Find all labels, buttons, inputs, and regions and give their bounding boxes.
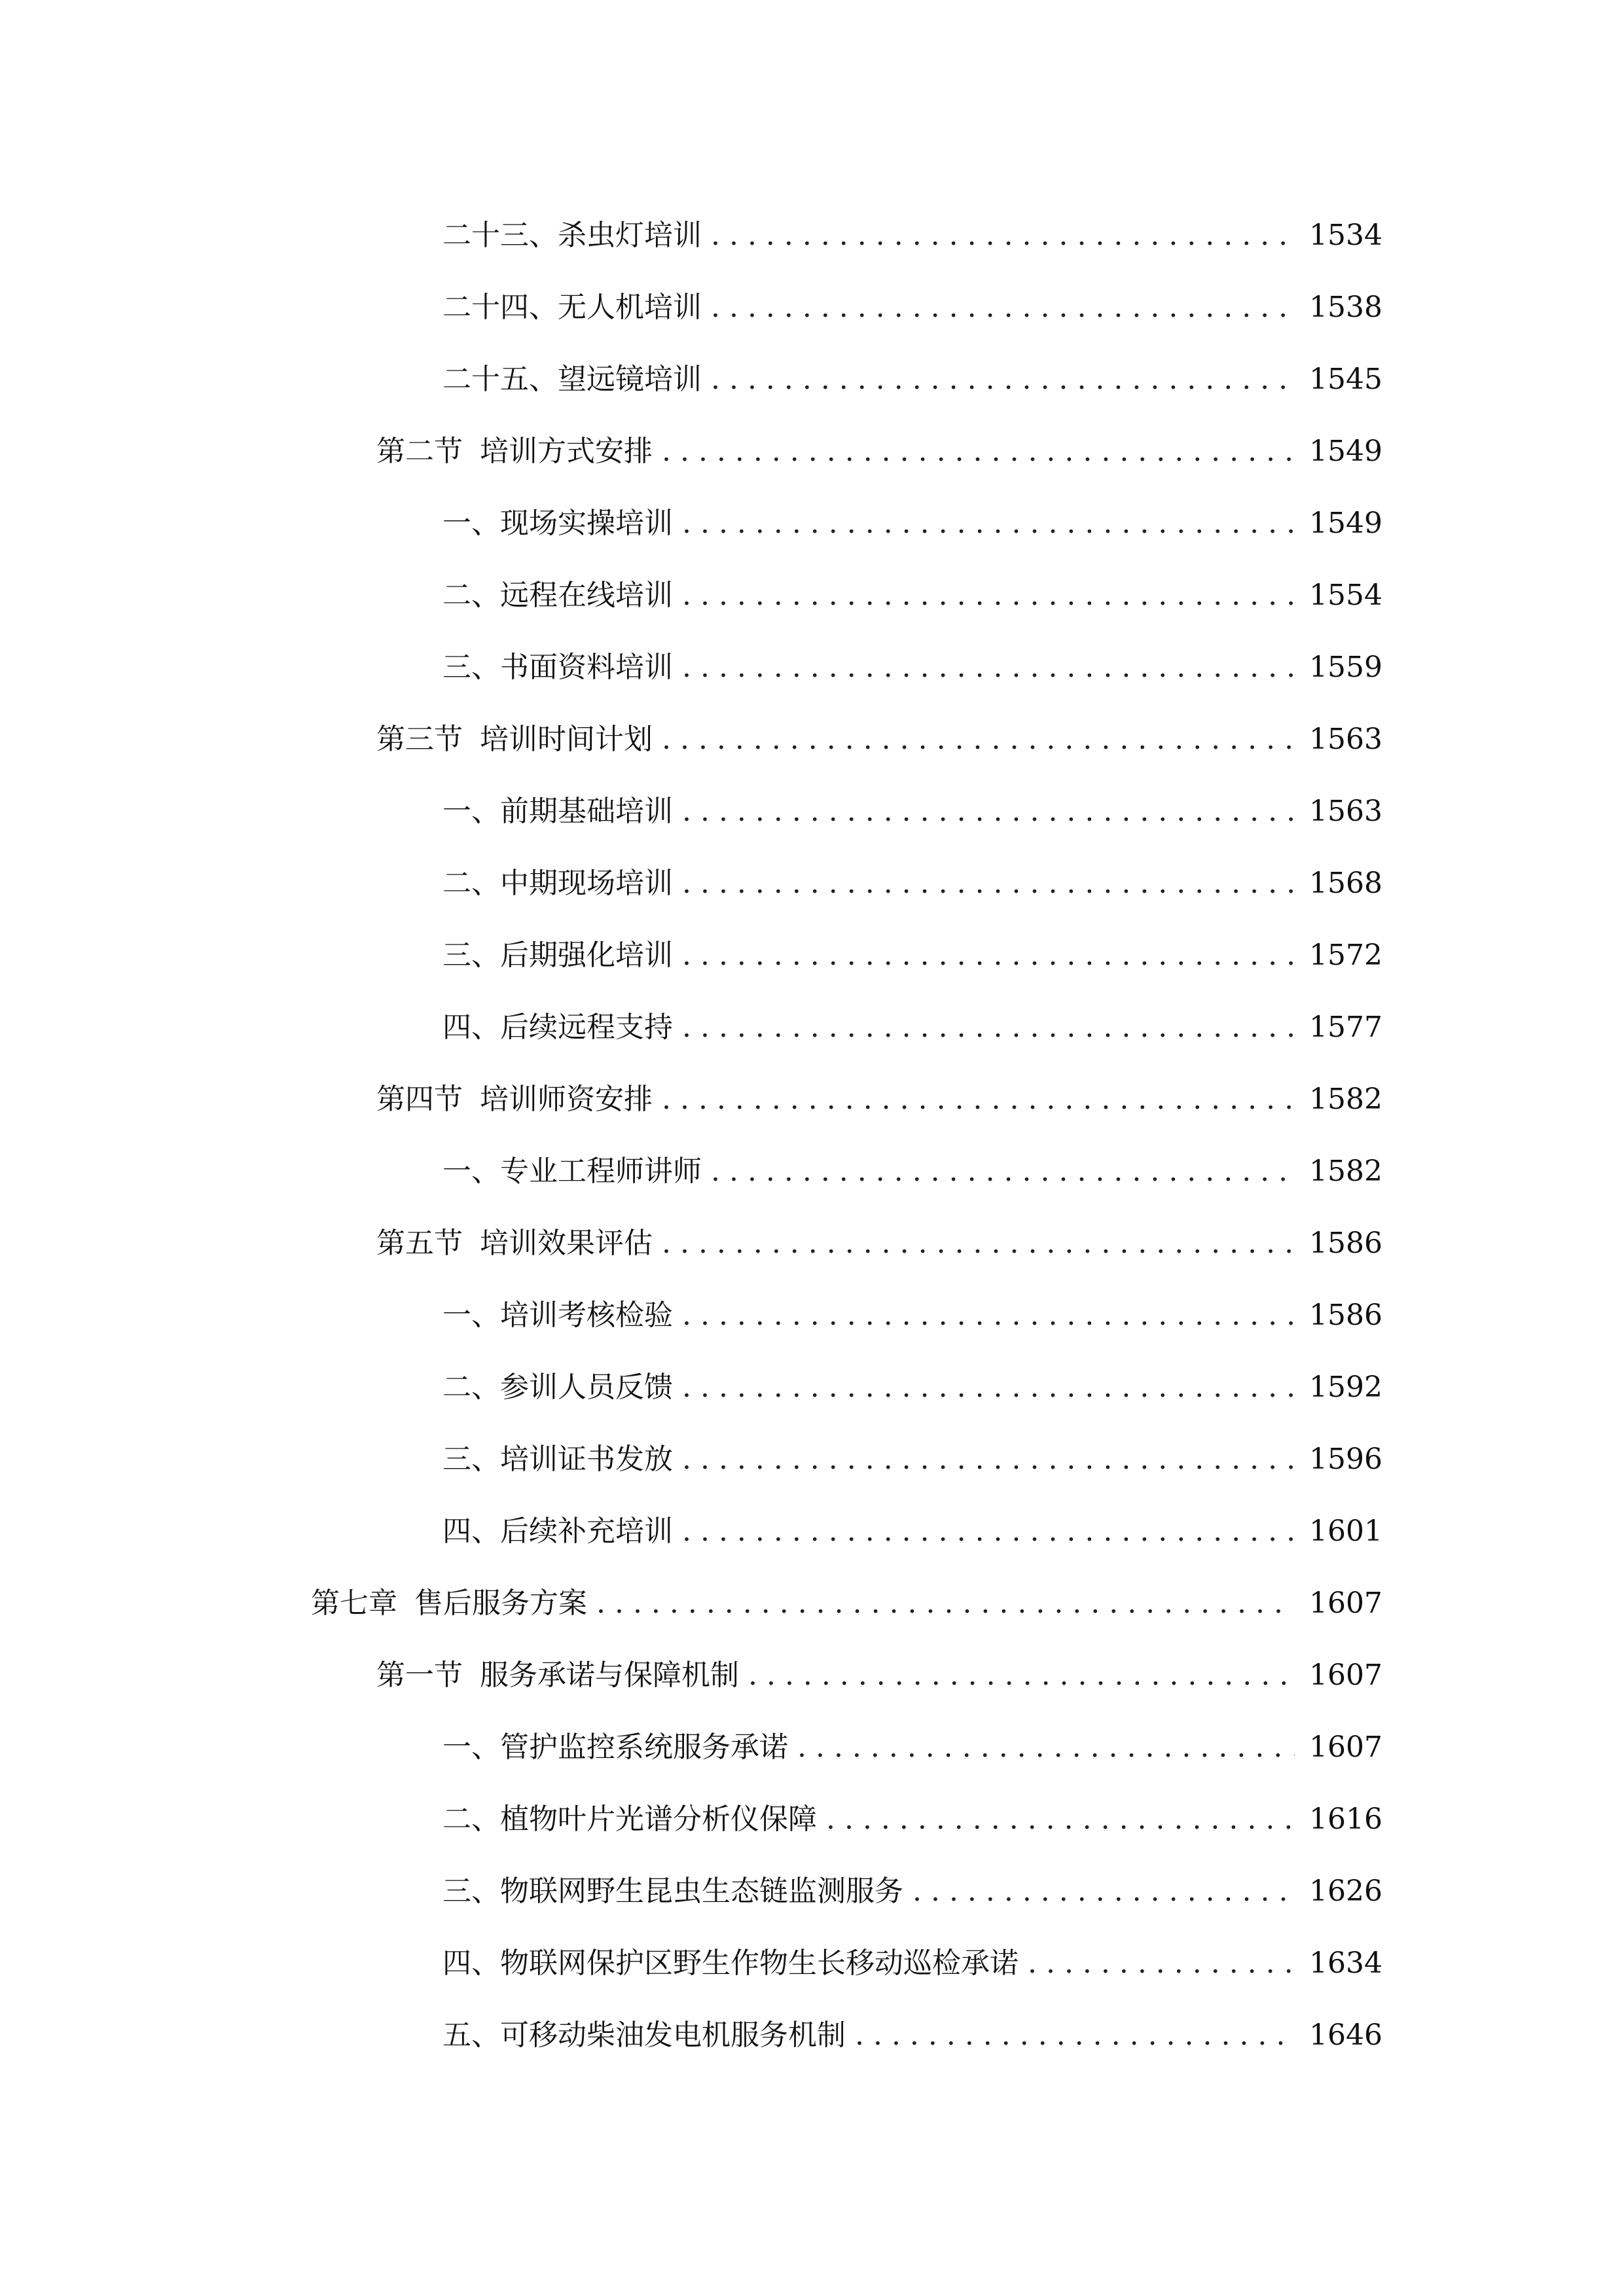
toc-entry-title: 杀虫灯培训 xyxy=(558,219,702,252)
toc-entry-title: 前期基础培训 xyxy=(500,795,673,828)
toc-entry[interactable] xyxy=(0,1496,1624,1568)
toc-dot-leader xyxy=(682,1440,1295,1479)
toc-entry[interactable] xyxy=(0,776,1624,848)
toc-dot-leader xyxy=(682,1296,1295,1335)
toc-entry-page: 1559 xyxy=(1309,651,1382,684)
toc-entry-title: 培训时间计划 xyxy=(480,723,653,756)
toc-entry-page: 1538 xyxy=(1309,291,1382,324)
toc-entry[interactable] xyxy=(0,992,1624,1064)
toc-entry-title: 服务承诺与保障机制 xyxy=(480,1659,739,1692)
toc-entry-page: 1607 xyxy=(1309,1659,1382,1692)
toc-dot-leader xyxy=(682,1008,1295,1047)
toc-dot-leader xyxy=(682,936,1295,975)
toc-entry[interactable] xyxy=(0,1856,1624,1928)
toc-dot-leader xyxy=(1028,1944,1295,1983)
toc-entry-page: 1582 xyxy=(1309,1155,1382,1188)
toc-entry-title: 中期现场培训 xyxy=(500,867,673,900)
toc-entry-number: 第二节 xyxy=(376,435,463,468)
toc-entry[interactable] xyxy=(0,1928,1624,2000)
toc-entry[interactable] xyxy=(0,1712,1624,1784)
toc-entry-page: 1626 xyxy=(1309,1874,1382,1908)
toc-entry-page: 1577 xyxy=(1309,1011,1382,1044)
toc-entry-number: 五、 xyxy=(442,2018,500,2052)
toc-entry[interactable] xyxy=(0,1424,1624,1496)
toc-entry-section[interactable] xyxy=(0,1208,1624,1280)
toc-entry[interactable] xyxy=(0,200,1624,272)
toc-dot-leader xyxy=(662,432,1295,471)
toc-entry-page: 1563 xyxy=(1309,795,1382,828)
toc-entry-number: 三、 xyxy=(442,651,500,684)
toc-dot-leader xyxy=(682,1512,1295,1551)
toc-dot-leader xyxy=(662,1080,1295,1119)
toc-entry-number: 二十三、 xyxy=(442,219,558,252)
toc-entry-page: 1607 xyxy=(1309,1731,1382,1764)
toc-entry-title: 现场实操培训 xyxy=(500,507,673,540)
toc-entry[interactable] xyxy=(0,272,1624,344)
toc-entry-number: 四、 xyxy=(442,1515,500,1548)
toc-dot-leader xyxy=(596,1584,1295,1623)
toc-entry-page: 1607 xyxy=(1309,1587,1382,1620)
toc-entry-page: 1586 xyxy=(1309,1227,1382,1260)
toc-entry-page: 1601 xyxy=(1309,1515,1382,1548)
toc-entry-number: 一、 xyxy=(442,507,500,540)
toc-entry-title: 可移动柴油发电机服务机制 xyxy=(500,2018,846,2052)
toc-entry-title: 植物叶片光谱分析仪保障 xyxy=(500,1803,817,1836)
toc-entry-title: 后期强化培训 xyxy=(500,939,673,972)
toc-entry-page: 1549 xyxy=(1309,435,1382,468)
toc-entry-number: 四、 xyxy=(442,1011,500,1044)
toc-entry-page: 1545 xyxy=(1309,363,1382,396)
toc-entry-title: 管护监控系统服务承诺 xyxy=(500,1731,788,1764)
toc-entry-number: 二、 xyxy=(442,1371,500,1404)
toc-entry-title: 后续补充培训 xyxy=(500,1515,673,1548)
toc-entry-title: 培训师资安排 xyxy=(480,1083,653,1116)
toc-entry-page: 1646 xyxy=(1309,2018,1382,2052)
toc-entry-number: 一、 xyxy=(442,795,500,828)
toc-entry-number: 第三节 xyxy=(376,723,463,756)
toc-entry[interactable] xyxy=(0,488,1624,560)
toc-entry-title: 远程在线培训 xyxy=(500,579,673,612)
toc-entry-number: 第四节 xyxy=(376,1083,463,1116)
toc-entry-page: 1534 xyxy=(1309,219,1382,252)
toc-entry-page: 1616 xyxy=(1309,1803,1382,1836)
toc-dot-leader xyxy=(682,648,1295,687)
toc-dot-leader xyxy=(855,2016,1295,2055)
toc-entry-title: 参训人员反馈 xyxy=(500,1371,673,1404)
toc-entry-section[interactable] xyxy=(0,1640,1624,1712)
toc-entry-number: 三、 xyxy=(442,1874,500,1908)
toc-entry-number: 第一节 xyxy=(376,1659,463,1692)
toc-entry[interactable] xyxy=(0,920,1624,992)
toc-entry-chapter[interactable] xyxy=(0,1568,1624,1640)
toc-dot-leader xyxy=(662,720,1295,759)
toc-entry-number: 二十五、 xyxy=(442,363,558,396)
toc-entry-page: 1572 xyxy=(1309,939,1382,972)
toc-dot-leader xyxy=(711,216,1295,255)
toc-entry-number: 第五节 xyxy=(376,1227,463,1260)
toc-entry-title: 培训证书发放 xyxy=(500,1443,673,1476)
toc-dot-leader xyxy=(711,360,1295,399)
toc-entry-number: 二、 xyxy=(442,867,500,900)
toc-entry-number: 一、 xyxy=(442,1731,500,1764)
toc-entry-page: 1634 xyxy=(1309,1946,1382,1980)
toc-dot-leader xyxy=(682,576,1295,615)
toc-entry-number: 二、 xyxy=(442,1803,500,1836)
toc-entry-title: 书面资料培训 xyxy=(500,651,673,684)
toc-entry-title: 售后服务方案 xyxy=(414,1587,587,1620)
toc-entry[interactable] xyxy=(0,344,1624,416)
toc-dot-leader xyxy=(826,1800,1295,1839)
toc-dot-leader xyxy=(682,864,1295,903)
toc-entry-title: 物联网野生昆虫生态链监测服务 xyxy=(500,1874,903,1908)
toc-dot-leader xyxy=(711,1152,1295,1191)
toc-entry-page: 1563 xyxy=(1309,723,1382,756)
toc-dot-leader xyxy=(912,1872,1295,1911)
toc-entry[interactable] xyxy=(0,632,1624,704)
toc-entry-number: 一、 xyxy=(442,1155,500,1188)
toc-entry-title: 培训考核检验 xyxy=(500,1299,673,1332)
toc-entry-title: 专业工程师讲师 xyxy=(500,1155,702,1188)
toc-dot-leader xyxy=(682,504,1295,543)
toc-entry-page: 1586 xyxy=(1309,1299,1382,1332)
toc-entry-title: 培训方式安排 xyxy=(480,435,653,468)
toc-entry[interactable] xyxy=(0,1352,1624,1424)
toc-dot-leader xyxy=(797,1728,1295,1767)
toc-dot-leader xyxy=(748,1656,1295,1695)
toc-entry-number: 三、 xyxy=(442,939,500,972)
toc-entry-title: 望远镜培训 xyxy=(558,363,702,396)
toc-entry-page: 1568 xyxy=(1309,867,1382,900)
toc-entry[interactable] xyxy=(0,848,1624,920)
toc-entry-title: 后续远程支持 xyxy=(500,1011,673,1044)
toc-entry-title: 无人机培训 xyxy=(558,291,702,324)
toc-dot-leader xyxy=(662,1224,1295,1263)
toc-entry-section[interactable] xyxy=(0,416,1624,488)
toc-entry[interactable] xyxy=(0,1136,1624,1208)
toc-entry-page: 1549 xyxy=(1309,507,1382,540)
toc-entry-number: 三、 xyxy=(442,1443,500,1476)
toc-entry-number: 一、 xyxy=(442,1299,500,1332)
toc-entry-number: 二、 xyxy=(442,579,500,612)
toc-entry-page: 1554 xyxy=(1309,579,1382,612)
toc-entry-number: 第七章 xyxy=(311,1587,397,1620)
toc-entry-section[interactable] xyxy=(0,1064,1624,1136)
toc-entry-number: 二十四、 xyxy=(442,291,558,324)
toc-entry[interactable] xyxy=(0,560,1624,632)
toc-entry-page: 1596 xyxy=(1309,1443,1382,1476)
toc-entry-section[interactable] xyxy=(0,704,1624,776)
toc-entry-title: 物联网保护区野生作物生长移动巡检承诺 xyxy=(500,1946,1019,1980)
toc-entry[interactable] xyxy=(0,1280,1624,1352)
toc-entry-page: 1592 xyxy=(1309,1371,1382,1404)
toc-entry[interactable] xyxy=(0,2000,1624,2072)
toc-entry-title: 培训效果评估 xyxy=(480,1227,653,1260)
toc-dot-leader xyxy=(682,1368,1295,1407)
table-of-contents xyxy=(0,200,1624,2072)
toc-entry[interactable] xyxy=(0,1784,1624,1856)
toc-entry-page: 1582 xyxy=(1309,1083,1382,1116)
toc-dot-leader xyxy=(682,792,1295,831)
toc-entry-number: 四、 xyxy=(442,1946,500,1980)
toc-dot-leader xyxy=(711,288,1295,327)
